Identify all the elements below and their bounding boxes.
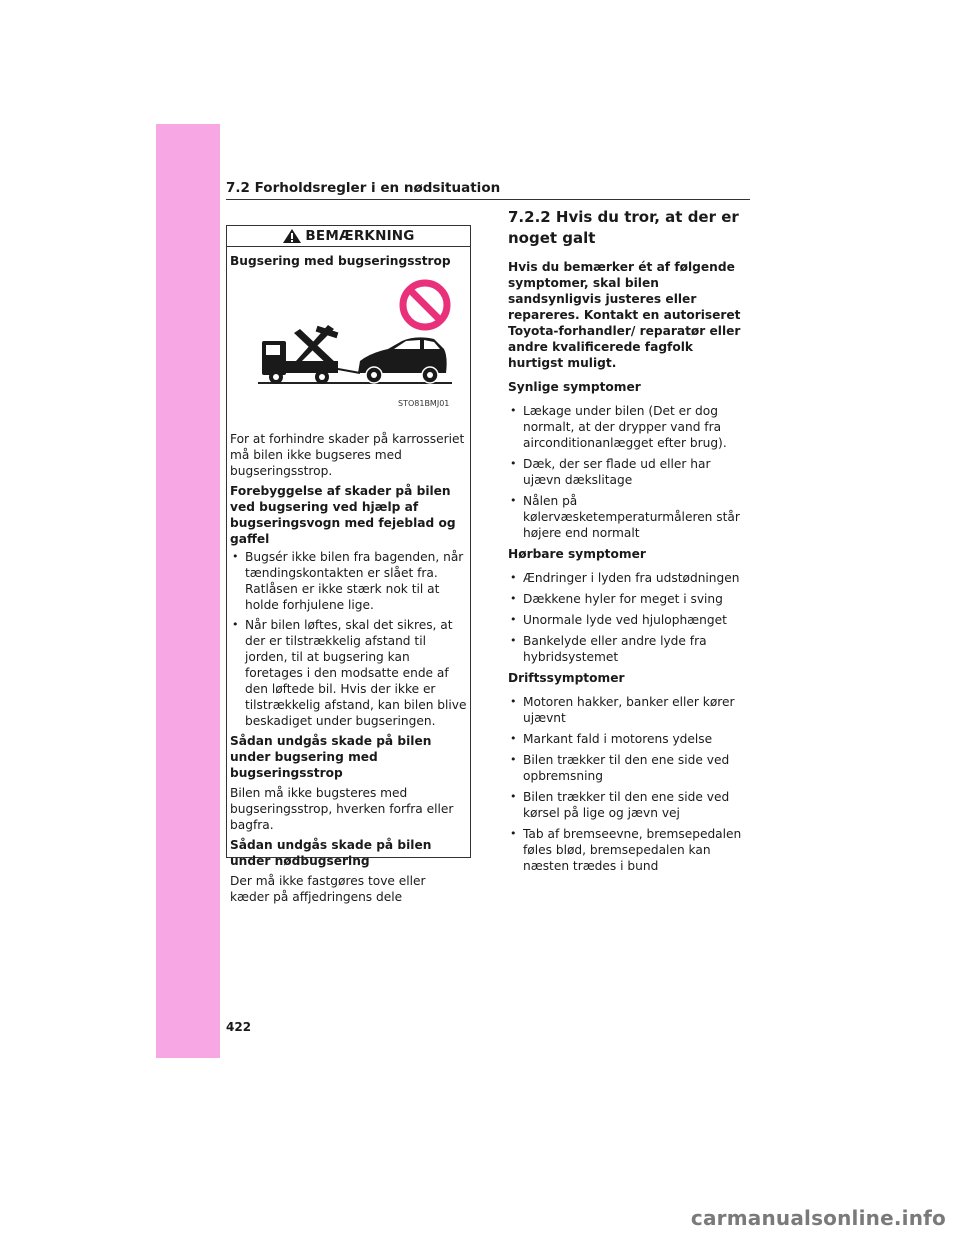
list-item: • Unormale lyde ved hjulophænget — [508, 612, 750, 628]
list-item: • Ændringer i lyden fra udstødningen — [508, 570, 750, 586]
towing-illustration — [230, 273, 467, 423]
header-divider — [226, 199, 750, 200]
notice-heading — [227, 226, 470, 247]
notice-paragraph: For at forhindre skader på karrosseriet må bilen ikke bugseres med bugseringsstrop. — [230, 432, 465, 478]
section-title: 7.2.2 Hvis du tror, at der er noget galt — [508, 208, 739, 247]
list-item: • Dæk, der ser flade ud eller har ujævn dækslitage — [508, 456, 750, 488]
page-header: 7.2 Forholdsregler i en nødsituation — [226, 180, 501, 196]
operating-symptoms-list — [508, 694, 750, 874]
notice-paragraph: Der må ikke fastgøres tove eller kæder på affjedringens dele — [230, 874, 426, 904]
section-column — [508, 207, 750, 879]
notice-subheading: Forebyggelse af skader på bilen ved bugsering ved hjælp af bugseringsvogn med fejeblad og gaffel — [230, 484, 456, 546]
notice-subheading: Sådan undgås skade på bilen under bugsering med bugseringsstrop — [230, 734, 432, 780]
list-item: • Dækkene hyler for meget i sving — [508, 591, 750, 607]
watermark: carmanualsonline.info — [690, 1206, 946, 1230]
notice-bullet-list — [230, 549, 467, 729]
list-item: • Nålen på kølervæsketemperaturmåleren står højere end normalt — [508, 493, 750, 541]
list-item: • Markant fald i motorens ydelse — [508, 731, 750, 747]
notice-box — [226, 225, 471, 904]
prohibition-icon — [403, 283, 447, 327]
chapter-side-tab — [156, 124, 220, 1058]
audible-symptoms-list — [508, 570, 750, 665]
audible-symptoms-heading: Hørbare symptomer — [508, 547, 646, 561]
warning-icon — [282, 228, 302, 244]
towing-title: Bugsering med bugseringsstrop — [230, 254, 451, 268]
list-item: • Lækage under bilen (Det er dog normalt, at der drypper vand fra airconditionanlægget efter brug). — [508, 403, 750, 451]
list-item: • Motoren hakker, banker eller kører ujævnt — [508, 694, 750, 726]
list-item: • Bankelyde eller andre lyde fra hybridsystemet — [508, 633, 750, 665]
list-item: • Bilen trækker til den ene side ved kørsel på lige og jævn vej — [508, 789, 750, 821]
list-item: • Bilen trækker til den ene side ved opbremsning — [508, 752, 750, 784]
notice-paragraph: Bilen må ikke bugsteres med bugseringsstrop, hverken forfra eller bagfra. — [230, 786, 454, 832]
list-item: • Når bilen løftes, skal det sikres, at der er tilstrækkelig afstand til jorden, til at bugsering kan foretages i den modsatte ende af den løftede bil. Hvis der ikke er tilstrækkelig afstand, kan bilen blive beskadiget under bugseringen. — [230, 617, 467, 729]
list-item: • Bugsér ikke bilen fra bagenden, når tændingskontakten er slået fra. Ratlåsen er ikke stærk nok til at holde forhjulene lige. — [230, 549, 467, 613]
section-intro: Hvis du bemærker ét af følgende symptomer, skal bilen sandsynligvis justeres eller repareres. Kontakt en autoriseret Toyota-forhandler/ reparatør eller andre kvalificerede fagfolk hurtigst muligt. — [508, 260, 741, 370]
page-number: 422 — [226, 1020, 252, 1034]
notice-heading-text: BEMÆRKNING — [305, 228, 415, 244]
visible-symptoms-list — [508, 403, 750, 541]
list-item: • Tab af bremseevne, bremsepedalen føles blød, bremsepedalen kan næsten trædes i bund — [508, 826, 750, 874]
visible-symptoms-heading: Synlige symptomer — [508, 380, 641, 394]
operating-symptoms-heading: Driftssymptomer — [508, 671, 625, 685]
illustration-code: STO81BMJ01 — [398, 399, 450, 408]
notice-subheading: Sådan undgås skade på bilen under nødbugsering — [230, 838, 432, 868]
